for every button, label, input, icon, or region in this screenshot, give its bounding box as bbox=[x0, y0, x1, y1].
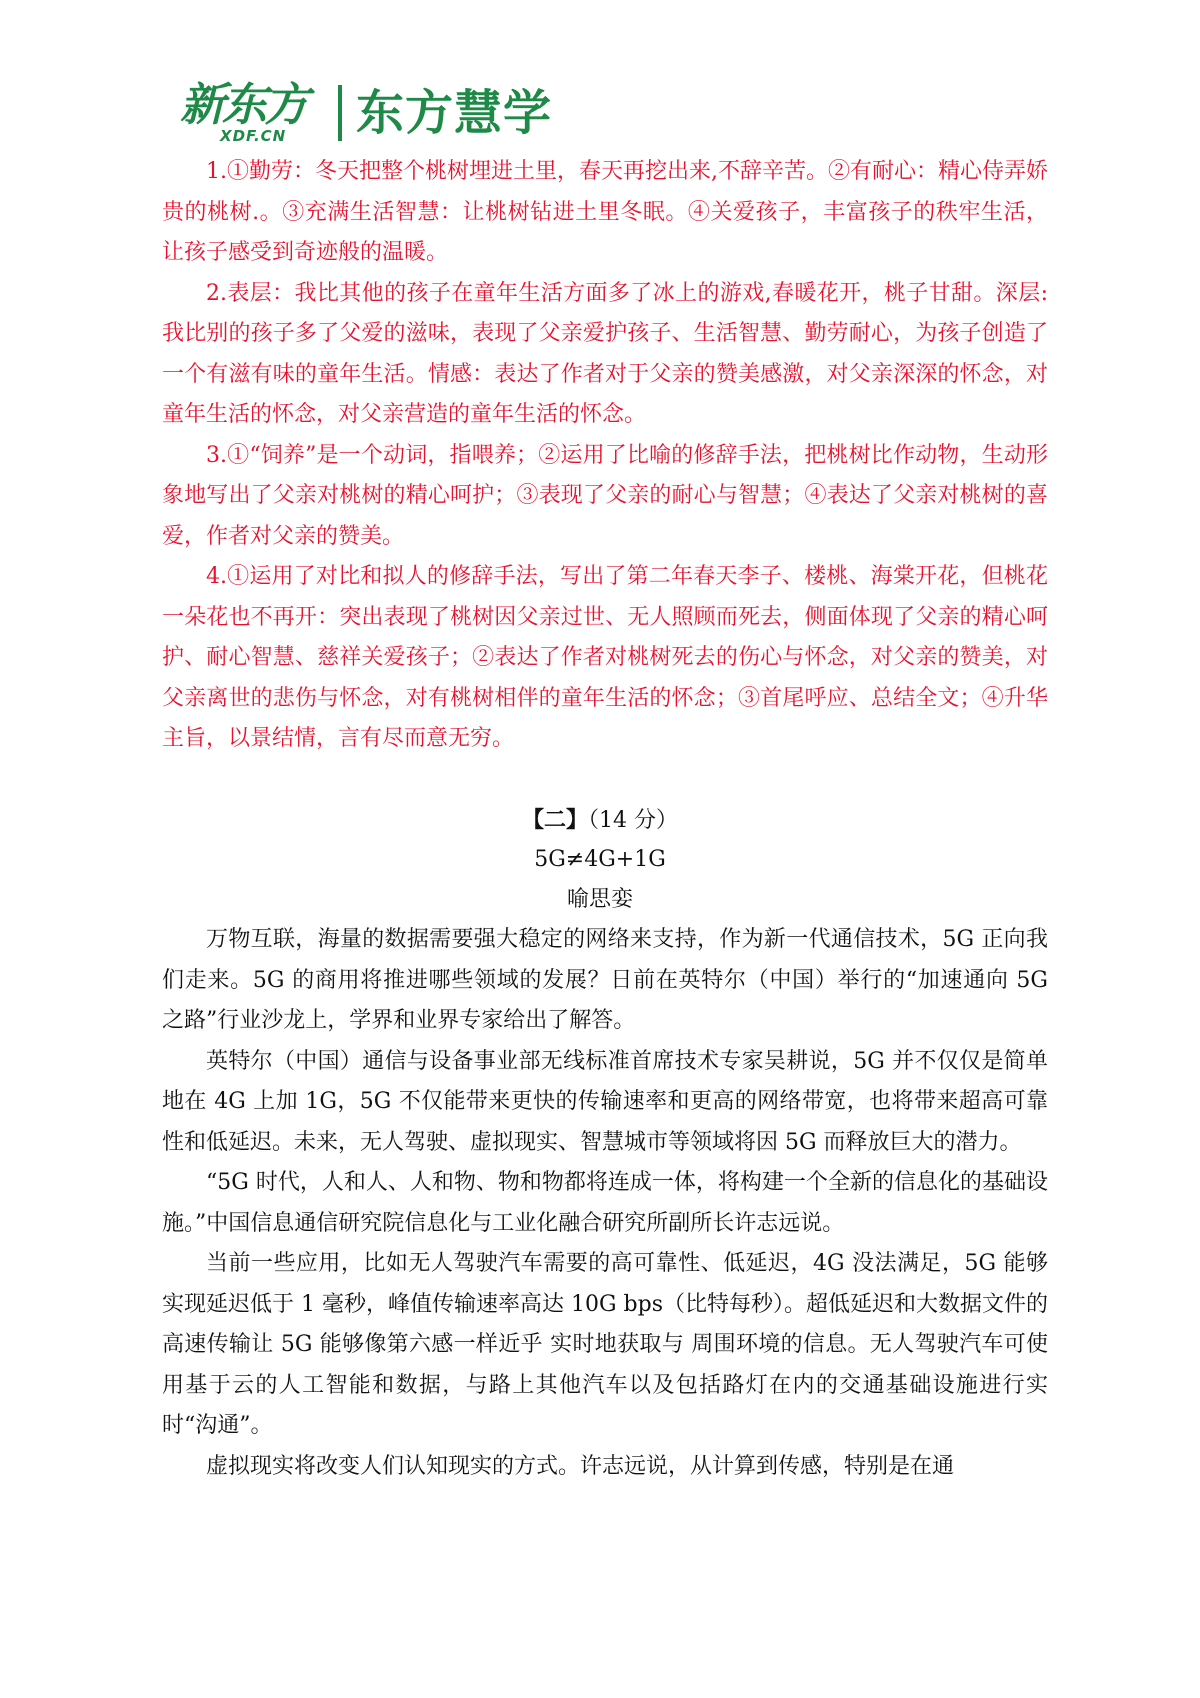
answer-4: 4.①运用了对比和拟人的修辞手法，写出了第二年春天李子、楼桃、海棠开花，但桃花一朵花也不再开：突出表现了桃树因父亲过世、无人照顾而死去，侧面体现了父亲的精心呵护、耐心智慧、慈祥关爱孩子；②表达了作者对桃树死去的伤心与怀念，对父亲的赞美，对父亲离世的悲伤与怀念，对有桃树相伴的童年生活的怀念；③首尾呼应、总结全文；④升华主旨，以景结情，言有尽而意无穷。 bbox=[162, 564, 1048, 751]
article-paragraph-2: 英特尔（中国）通信与设备事业部无线标准首席技术专家吴耕说，5G 并不仅仅是简单地在 4G 上加 1G，5G 不仅能带来更快的传输速率和更高的网络带宽，也将带来超高可靠性和低延迟。未来，无人驾驶、虚拟现实、智慧城市等领域将因 5G 而释放巨大的潜力。 bbox=[162, 1048, 1048, 1155]
logo-text: 新东方 bbox=[180, 78, 307, 131]
section-label: 【二】 bbox=[521, 807, 588, 833]
section-heading bbox=[0, 800, 1200, 841]
section-score: （14 分） bbox=[588, 808, 678, 833]
article-paragraph-1: 万物互联，海量的数据需要强大稳定的网络来支持，作为新一代通信技术，5G 正向我们走来。5G 的商用将推进哪些领域的发展？日前在英特尔（中国）举行的“加速通向 5G 之路”行业沙龙上，学界和业界专家给出了解答。 bbox=[162, 927, 1048, 1033]
xdf-logo bbox=[180, 78, 320, 148]
article-paragraph-5: 虚拟现实将改变人们认知现实的方式。许志远说，从计算到传感，特别是在通 bbox=[206, 1453, 955, 1479]
brand-name: 东方慧学 bbox=[356, 85, 553, 141]
answer-section bbox=[162, 152, 1048, 760]
article-author: 喻思娈 bbox=[566, 887, 633, 912]
article-paragraph-4: 当前一些应用，比如无人驾驶汽车需要的高可靠性、低延迟，4G 没法满足，5G 能够实现延迟低于 1 毫秒，峰值传输速率高达 10G bps（比特每秒）。超低延迟和大数据文件的高速传输让 5G 能够像第六感一样近乎 实时地获取与 周围环境的信息。无人驾驶汽车可使用基于云的人工智能和数据，与路上其他汽车以及包括路灯在内的交通基础设施进行实时“沟通”。 bbox=[162, 1251, 1048, 1438]
answer-3: 3.①“饲养”是一个动词，指喂养；②运用了比喻的修辞手法，把桃树比作动物，生动形象地写出了父亲对桃树的精心呵护；③表现了父亲的耐心与智慧；④表达了父亲对桃树的喜爱，作者对父亲的赞美。 bbox=[162, 442, 1048, 549]
article-body bbox=[162, 920, 1048, 1487]
answer-2: 2.表层：我比其他的孩子在童年生活方面多了冰上的游戏,春暖花开，桃子甘甜。深层:我比别的孩子多了父爱的滋味，表现了父亲爱护孩子、生活智慧、勤劳耐心，为孩子创造了一个有滋有味的童年生活。情感：表达了作者对于父亲的赞美感激，对父亲深深的怀念，对童年生活的怀念，对父亲营造的童年生活的怀念。 bbox=[162, 280, 1048, 427]
logo-url: XDF.CN bbox=[220, 127, 287, 145]
article-title: 5G≠4G+1G bbox=[534, 847, 666, 872]
answer-1: 1.①勤劳：冬天把整个桃树埋进土里，春天再挖出来,不辞辛苦。②有耐心：精心侍弄娇贵的桃树.。③充满生活智慧：让桃树钻进土里冬眠。④关爱孩子，丰富孩子的秩牢生活，让孩子感受到奇迹般的温暖。 bbox=[162, 159, 1048, 265]
article-paragraph-3: “5G 时代，人和人、人和物、物和物都将连成一体，将构建一个全新的信息化的基础设施。”中国信息通信研究院信息化与工业化融合研究所副所长许志远说。 bbox=[162, 1170, 1048, 1236]
logo-divider bbox=[338, 85, 342, 141]
page-header bbox=[180, 78, 552, 148]
